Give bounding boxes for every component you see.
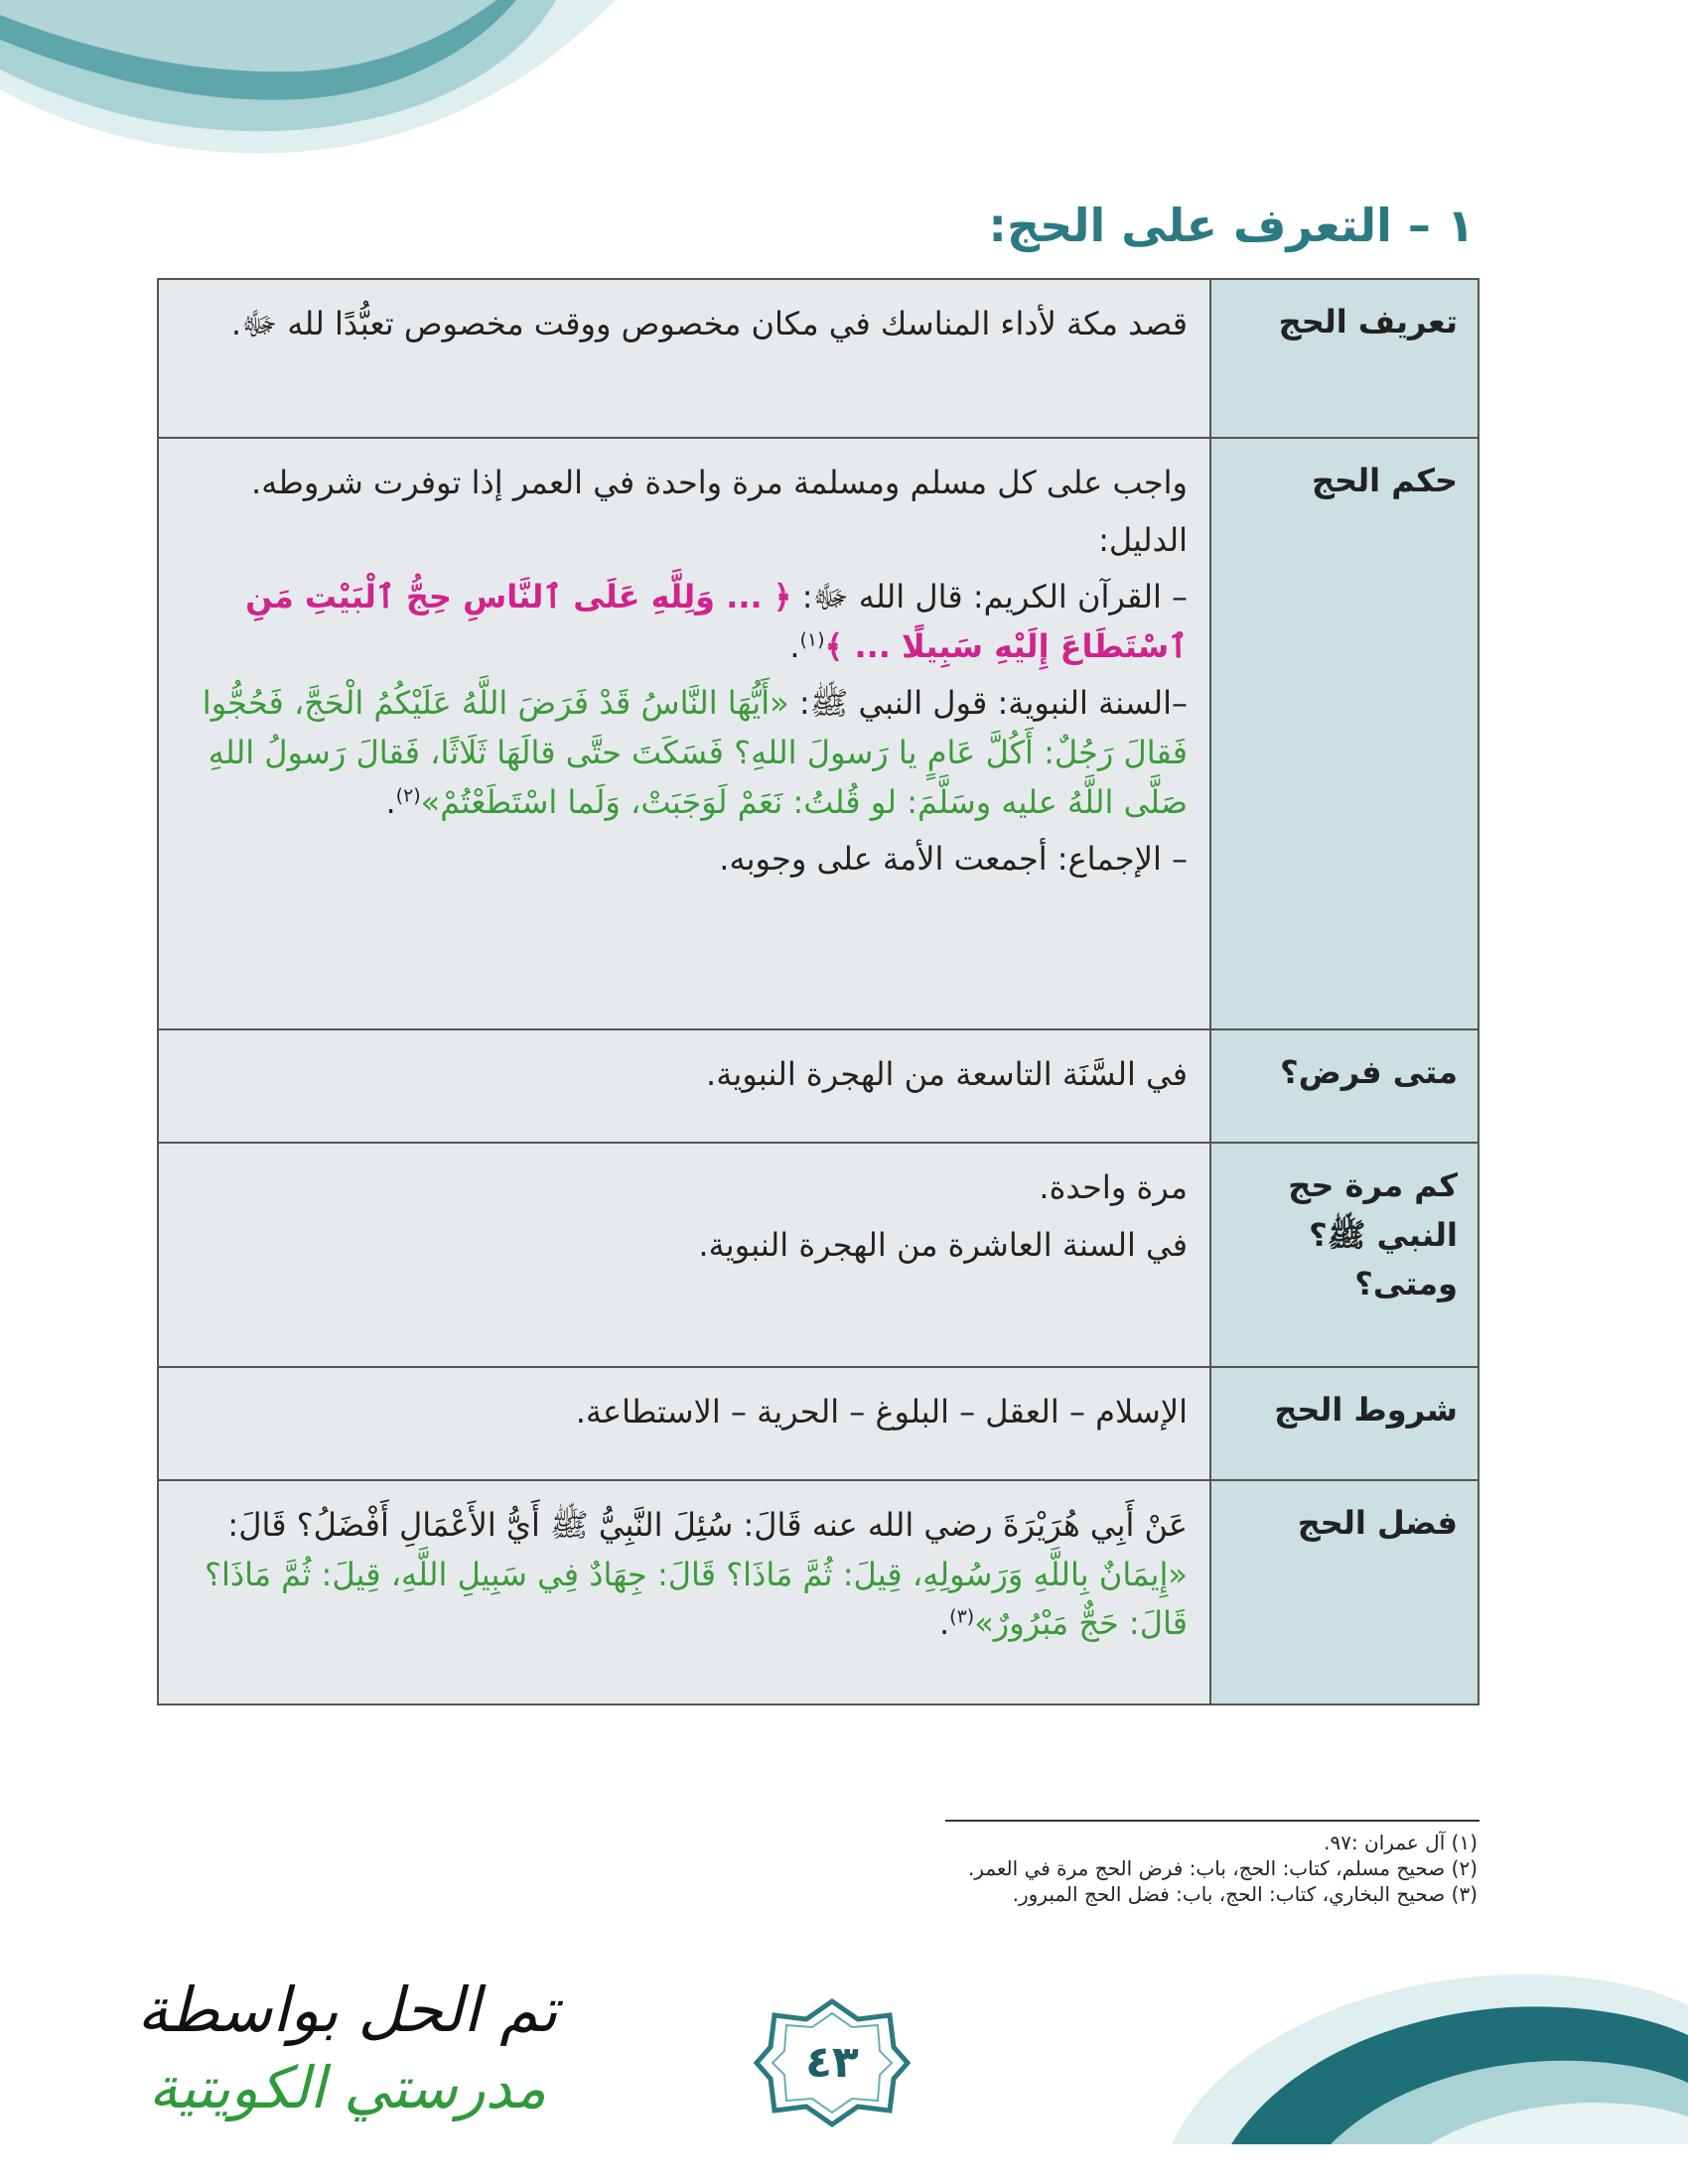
stamp-line-1: تم الحل بواسطة (137, 1974, 558, 2046)
virtue-text: عَنْ أَبِي هُرَيْرَةَ رضي الله عنه قَالَ: سُئِلَ النَّبِيُّ ﷺ أَيُّ الأَعْمَالِ أَفْضَلُ؟ قَالَ: «إِيمَانٌ بِاللَّهِ وَرَسُولِهِ، قِيلَ: ثُمَّ مَاذَا؟ قَالَ: جِهَادٌ فِي سَبِيلِ اللَّهِ، قِيلَ: ثُمَّ مَاذَا؟ قَالَ: حَجٌّ مَبْرُورٌ»$^{(٣)}$. (204, 1506, 1188, 1643)
row-label-virtue: فضل الحج (1210, 1480, 1478, 1705)
table-row (158, 1143, 1478, 1367)
footnote-1: (١) آل عمران :٩٧. (1324, 1831, 1477, 1854)
conditions-text: الإسلام – العقل – البلوغ – الحرية – الاستطاعة. (575, 1393, 1188, 1431)
row-label-conditions: شروط الحج (1210, 1367, 1478, 1480)
ruling-intro: واجب على كل مسلم ومسلمة مرة واحدة في العمر إذا توفرت شروطه. (251, 464, 1188, 501)
table-row (158, 1029, 1478, 1143)
how-many-line-2: في السنة العاشرة من الهجرة النبوية. (698, 1225, 1188, 1264)
table-row (158, 279, 1478, 438)
row-content-ruling (158, 438, 1210, 1029)
row-content-how-many (158, 1143, 1210, 1367)
quran-verse: ﴿ ... وَلِلَّهِ عَلَى ٱلنَّاسِ حِجُّ ٱلْبَيْتِ مَنِ ٱسْتَطَاعَ إِلَيْهِ سَبِيلًا ... ﴾ (245, 578, 1188, 665)
footnote-3: (٣) صحيح البخاري، كتاب: الحج، باب: فضل الحج المبرور. (1012, 1882, 1477, 1906)
footnotes (968, 1830, 1477, 1907)
row-label-definition: تعريف الحج (1210, 279, 1478, 438)
section-title: ١ – التعرف على الحج: (988, 199, 1475, 252)
quran-evidence: – القرآن الكريم: قال الله ﷻ: ﴿ ... وَلِلَّهِ عَلَى ٱلنَّاسِ حِجُّ ٱلْبَيْتِ مَنِ ٱسْتَطَاعَ إِلَيْهِ سَبِيلًا ... ﴾$^{(١)}$. (245, 578, 1188, 665)
row-content-definition (158, 279, 1210, 438)
row-content-when (158, 1029, 1210, 1143)
virtue-hadith: «إِيمَانٌ بِاللَّهِ وَرَسُولِهِ، قِيلَ: ثُمَّ مَاذَا؟ قَالَ: جِهَادٌ فِي سَبِيلِ اللَّهِ، قِيلَ: ثُمَّ مَاذَا؟ قَالَ: حَجٌّ مَبْرُورٌ» (204, 1555, 1188, 1643)
solution-stamp (70, 1974, 626, 2121)
row-content-conditions (158, 1367, 1210, 1480)
row-label-when: متى فرض؟ (1210, 1029, 1478, 1143)
ijma-evidence: – الإجماع: أجمعت الأمة على وجوبه. (719, 840, 1188, 879)
sunnah-prefix: –السنة النبوية: قول النبي ﷺ: (798, 684, 1188, 723)
bottom-right-ornament (1172, 1946, 1688, 2144)
row-content-virtue (158, 1480, 1210, 1705)
table-row (158, 1367, 1478, 1480)
sunnah-evidence: –السنة النبوية: قول النبي ﷺ: «أَيُّهَا النَّاسُ قَدْ فَرَضَ اللَّهُ عَلَيْكُمُ الْحَجَّ، فَحُجُّوا فَقالَ رَجُلٌ: أَكُلَّ عَامٍ يا رَسولَ اللهِ؟ فَسَكَتَ حتَّى قالَهَا ثَلَاثًا، فَقالَ رَسولُ اللهِ صَلَّى اللَّهُ عليه وسَلَّمَ: لو قُلتُ: نَعَمْ لَوَجَبَتْ، وَلَما اسْتَطَعْتُمْ»$^{(٢)}$. (202, 684, 1188, 821)
page-number-badge (753, 1997, 912, 2128)
row-label-ruling: حكم الحج (1210, 438, 1478, 1029)
when-text: في السَّنَة التاسعة من الهجرة النبوية. (706, 1055, 1188, 1093)
page-number: ٤٣ (805, 2037, 859, 2088)
table-row (158, 438, 1478, 1029)
how-many-line-1: مرة واحدة. (1039, 1168, 1188, 1206)
footnote-ref-3: (٣) (949, 1605, 975, 1628)
evidence-label: الدليل: (1098, 520, 1188, 559)
virtue-prefix: عَنْ أَبِي هُرَيْرَةَ رضي الله عنه قَالَ: سُئِلَ النَّبِيُّ ﷺ أَيُّ الأَعْمَالِ أَفْضَلُ؟ قَالَ: (227, 1506, 1188, 1544)
table-row (158, 1480, 1478, 1705)
hajj-info-table (157, 278, 1479, 1706)
quran-prefix: – القرآن الكريم: قال الله ﷻ: (801, 578, 1188, 616)
footnote-2: (٢) صحيح مسلم، كتاب: الحج، باب: فرض الحج مرة في العمر. (967, 1856, 1477, 1880)
stamp-line-2: مدرستي الكويتية (148, 2054, 547, 2121)
top-left-ornament (0, 0, 616, 199)
definition-text: قصد مكة لأداء المناسك في مكان مخصوص ووقت مخصوص تعبُّدًا لله ﷻ. (230, 305, 1188, 342)
sunnah-hadith: «أَيُّهَا النَّاسُ قَدْ فَرَضَ اللَّهُ عَلَيْكُمُ الْحَجَّ، فَحُجُّوا فَقالَ رَجُلٌ: أَكُلَّ عَامٍ يا رَسولَ اللهِ؟ فَسَكَتَ حتَّى قالَهَا ثَلَاثًا، فَقالَ رَسولُ اللهِ صَلَّى اللَّهُ عليه وسَلَّمَ: لو قُلتُ: نَعَمْ لَوَجَبَتْ، وَلَما اسْتَطَعْتُمْ» (202, 684, 1188, 821)
row-label-how-many: كم مرة حج النبي ﷺ؟ ومتى؟ (1210, 1143, 1478, 1367)
footnote-ref-2: (٢) (395, 783, 421, 806)
footnote-ref-1: (١) (799, 628, 825, 651)
footnote-divider (945, 1820, 1479, 1822)
